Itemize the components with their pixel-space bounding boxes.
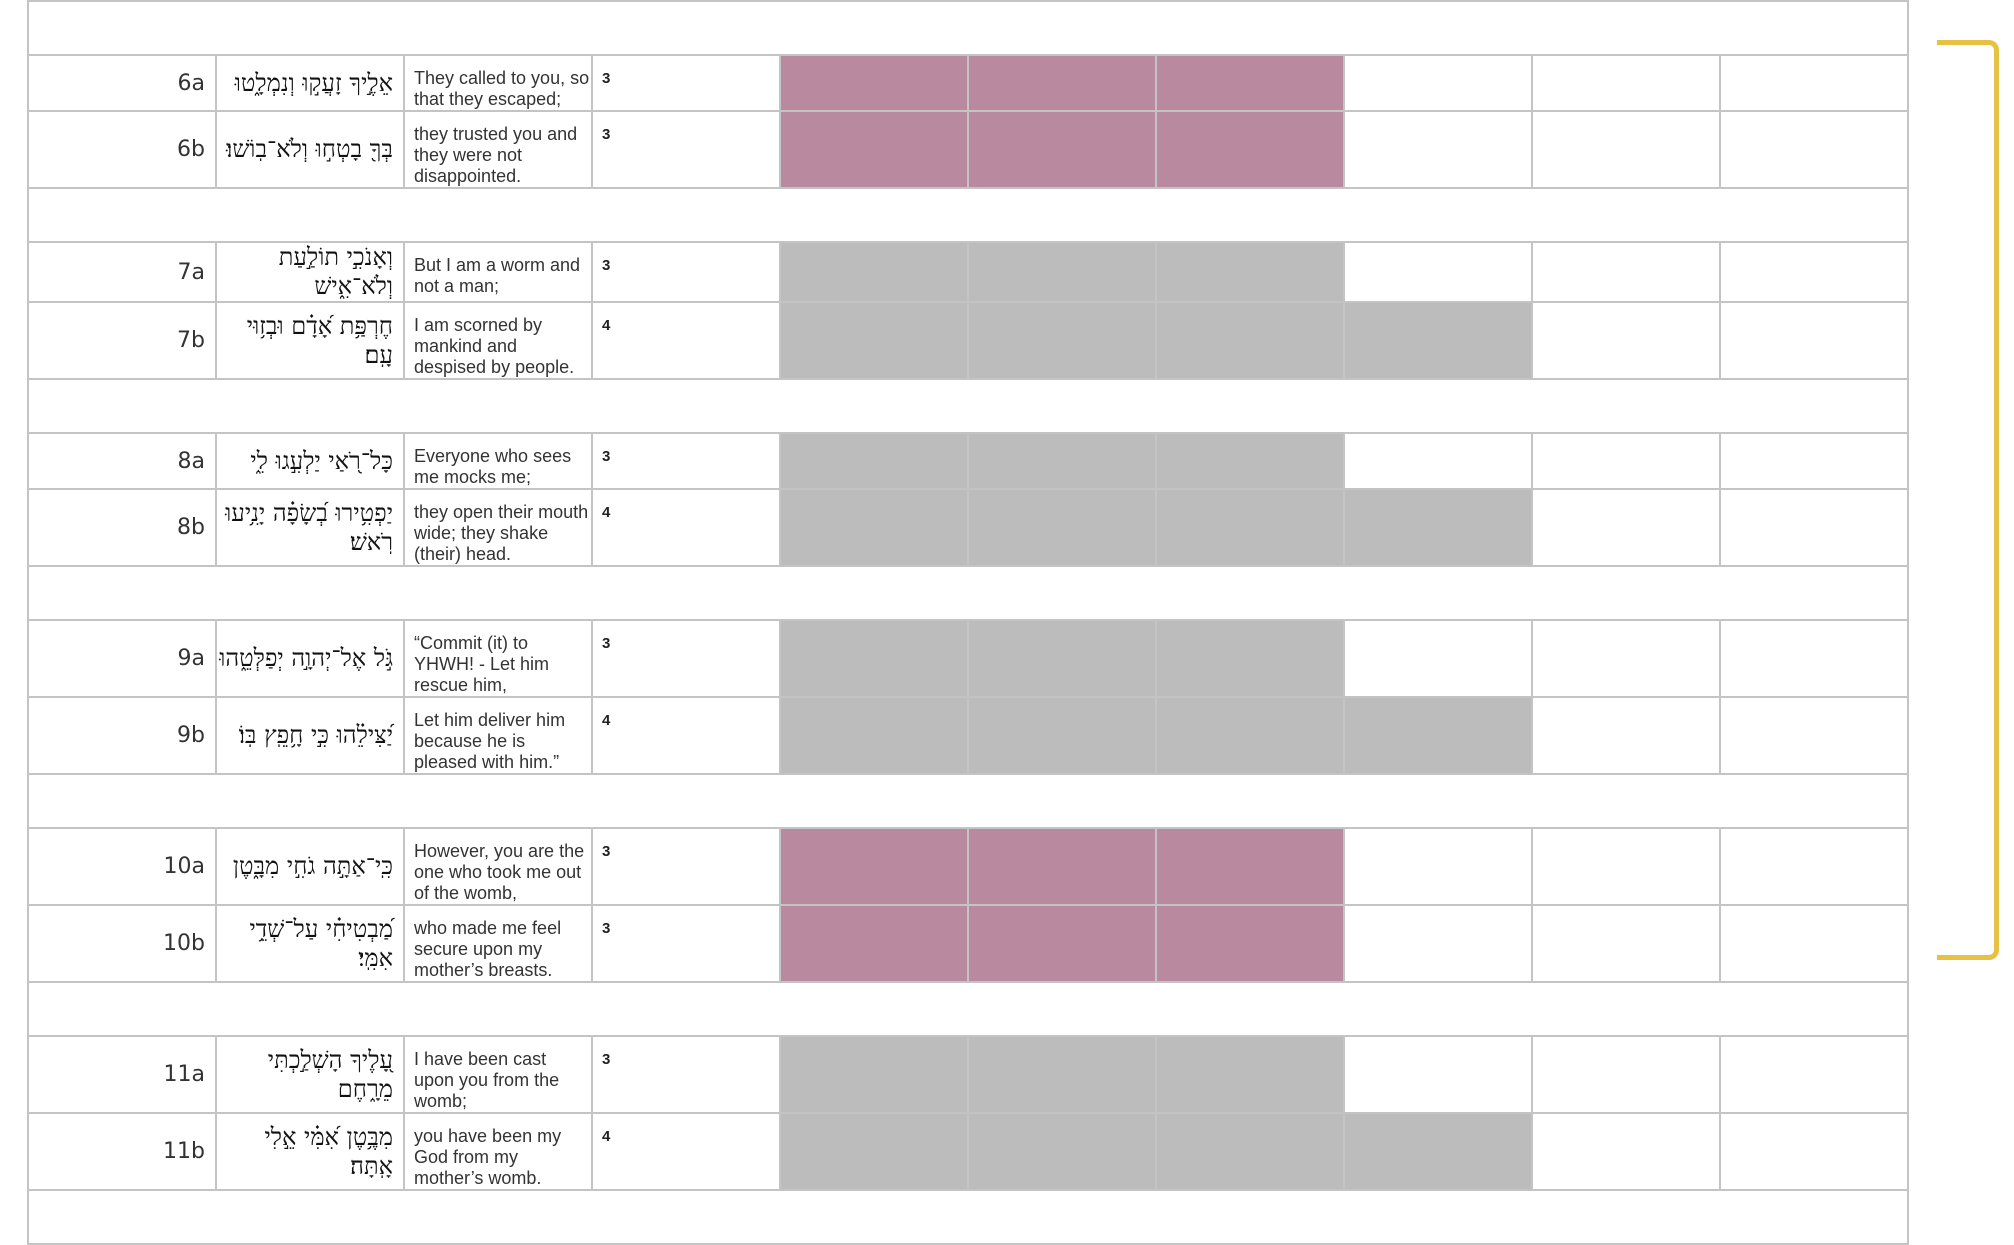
spacer-cell xyxy=(28,774,1908,828)
stress-cell xyxy=(780,620,968,697)
stress-cell xyxy=(1532,905,1720,982)
hebrew-text: יַפְטִ֥ירוּ בְ֝שָׂפָ֗ה יָנִ֥יעוּ רֹֽאשׁ׃ xyxy=(216,489,404,566)
verse-ref: 9a xyxy=(28,620,216,697)
stress-cell xyxy=(780,111,968,188)
stress-cell xyxy=(968,55,1156,111)
stress-count: 3 xyxy=(592,111,780,188)
stress-cell xyxy=(968,302,1156,379)
stress-count: 3 xyxy=(592,55,780,111)
stress-cell xyxy=(968,111,1156,188)
stress-cell xyxy=(1156,697,1344,774)
stress-cell xyxy=(1532,111,1720,188)
verse-row xyxy=(28,433,1908,489)
stanza-bracket xyxy=(1937,40,1999,960)
spacer-row xyxy=(28,188,1908,242)
spacer-cell xyxy=(28,188,1908,242)
spacer-row xyxy=(28,982,1908,1036)
stress-cell xyxy=(1344,433,1532,489)
stress-cell xyxy=(1720,433,1908,489)
stress-cell xyxy=(1156,433,1344,489)
verse-ref: 8a xyxy=(28,433,216,489)
spacer-cell xyxy=(28,1,1908,55)
verse-row xyxy=(28,620,1908,697)
stress-cell xyxy=(1344,489,1532,566)
english-translation: But I am a worm and not a man; xyxy=(404,242,592,302)
stress-cell xyxy=(1344,111,1532,188)
stress-cell xyxy=(1344,620,1532,697)
stress-cell xyxy=(1344,1036,1532,1113)
hebrew-text: עָ֭לֶיךָ הָשְׁלַ֣כְתִּי מֵרָ֑חֶם xyxy=(216,1036,404,1113)
english-translation: Everyone who sees me mocks me; xyxy=(404,433,592,489)
spacer-row xyxy=(28,566,1908,620)
stress-cell xyxy=(780,302,968,379)
stress-cell xyxy=(1344,1113,1532,1190)
hebrew-text: יַ֝צִּילֵ֗הוּ כִּ֣י חָ֥פֵֽץ בּֽוֹ׃ xyxy=(216,697,404,774)
stress-cell xyxy=(1720,242,1908,302)
stress-cell xyxy=(968,905,1156,982)
stress-cell xyxy=(1720,1113,1908,1190)
stress-cell xyxy=(1156,828,1344,905)
stress-cell xyxy=(1532,828,1720,905)
stress-cell xyxy=(1156,242,1344,302)
stress-cell xyxy=(1720,697,1908,774)
hebrew-text: חֶרְפַּ֥ת אָ֝דָ֗ם וּבְז֥וּי עָֽם׃ xyxy=(216,302,404,379)
verse-ref: 11b xyxy=(28,1113,216,1190)
verse-row xyxy=(28,1036,1908,1113)
stress-cell xyxy=(1532,433,1720,489)
stress-cell xyxy=(1156,1036,1344,1113)
verse-row xyxy=(28,697,1908,774)
spacer-row xyxy=(28,1,1908,55)
stress-cell xyxy=(1344,905,1532,982)
stress-cell xyxy=(1344,697,1532,774)
english-translation: Let him deliver him because he is pleased with him.” xyxy=(404,697,592,774)
verse-ref: 8b xyxy=(28,489,216,566)
spacer-cell xyxy=(28,379,1908,433)
stress-cell xyxy=(968,242,1156,302)
stress-count: 4 xyxy=(592,489,780,566)
hebrew-text: בְּךָ֖ בָטְח֣וּ וְלֹא־בֽוֹשׁוּ׃ xyxy=(216,111,404,188)
stress-cell xyxy=(1532,620,1720,697)
stress-cell xyxy=(1720,905,1908,982)
hebrew-text: מִבֶּ֥טֶן אִ֝מִּ֗י אֵ֣לִי אָֽתָּה׃ xyxy=(216,1113,404,1190)
stress-cell xyxy=(1156,489,1344,566)
verse-ref: 7a xyxy=(28,242,216,302)
stress-cell xyxy=(780,697,968,774)
stress-cell xyxy=(1532,302,1720,379)
hebrew-text: כִּֽי־אַתָּ֣ה גֹחִ֣י מִבָּ֑טֶן xyxy=(216,828,404,905)
verse-row xyxy=(28,302,1908,379)
stress-cell xyxy=(968,697,1156,774)
stress-cell xyxy=(780,433,968,489)
hebrew-text: וְאָנֹכִ֣י תוֹלַ֣עַת וְלֹא־אִ֑ישׁ xyxy=(216,242,404,302)
spacer-cell xyxy=(28,1190,1908,1244)
stress-cell xyxy=(1720,302,1908,379)
stress-cell xyxy=(1156,620,1344,697)
stress-cell xyxy=(780,905,968,982)
english-translation: However, you are the one who took me out of the womb, xyxy=(404,828,592,905)
stress-cell xyxy=(1720,55,1908,111)
stress-cell xyxy=(1156,55,1344,111)
stress-cell xyxy=(1156,1113,1344,1190)
stress-count: 3 xyxy=(592,905,780,982)
verse-row xyxy=(28,1113,1908,1190)
stress-count: 3 xyxy=(592,1036,780,1113)
verse-table-container xyxy=(27,0,1909,1245)
verse-ref: 10a xyxy=(28,828,216,905)
stress-cell xyxy=(780,828,968,905)
english-translation: “Commit (it) to YHWH! - Let him rescue him, xyxy=(404,620,592,697)
verse-ref: 9b xyxy=(28,697,216,774)
spacer-cell xyxy=(28,982,1908,1036)
stress-count: 4 xyxy=(592,1113,780,1190)
stress-cell xyxy=(1532,489,1720,566)
verse-ref: 11a xyxy=(28,1036,216,1113)
stress-cell xyxy=(1532,55,1720,111)
hebrew-text: כָּל־רֹ֭אַי יַלְעִ֣גוּ לִ֑י xyxy=(216,433,404,489)
stress-cell xyxy=(1532,697,1720,774)
stress-cell xyxy=(1344,302,1532,379)
verse-row xyxy=(28,905,1908,982)
stress-cell xyxy=(968,433,1156,489)
verse-row xyxy=(28,828,1908,905)
stress-count: 3 xyxy=(592,620,780,697)
verse-ref: 10b xyxy=(28,905,216,982)
english-translation: you have been my God from my mother’s womb. xyxy=(404,1113,592,1190)
stress-count: 4 xyxy=(592,302,780,379)
verse-row xyxy=(28,111,1908,188)
verse-ref: 6a xyxy=(28,55,216,111)
stress-cell xyxy=(1156,111,1344,188)
stress-cell xyxy=(1720,828,1908,905)
spacer-row xyxy=(28,774,1908,828)
stress-cell xyxy=(968,620,1156,697)
stress-cell xyxy=(968,1036,1156,1113)
stress-cell xyxy=(1720,1036,1908,1113)
verse-row xyxy=(28,489,1908,566)
stress-cell xyxy=(780,1036,968,1113)
english-translation: who made me feel secure upon my mother’s breasts. xyxy=(404,905,592,982)
verse-ref: 6b xyxy=(28,111,216,188)
verse-table xyxy=(27,0,1909,1245)
stress-cell xyxy=(1344,242,1532,302)
stress-cell xyxy=(1344,55,1532,111)
stress-cell xyxy=(780,55,968,111)
stress-cell xyxy=(1720,620,1908,697)
stress-cell xyxy=(1156,302,1344,379)
stress-cell xyxy=(968,828,1156,905)
english-translation: they open their mouth wide; they shake (their) head. xyxy=(404,489,592,566)
stress-count: 3 xyxy=(592,242,780,302)
stress-count: 3 xyxy=(592,433,780,489)
spacer-row xyxy=(28,1190,1908,1244)
english-translation: I have been cast upon you from the womb; xyxy=(404,1036,592,1113)
stress-cell xyxy=(1532,1113,1720,1190)
stress-cell xyxy=(780,242,968,302)
stress-cell xyxy=(1532,242,1720,302)
stress-count: 3 xyxy=(592,828,780,905)
stress-cell xyxy=(968,489,1156,566)
verse-row xyxy=(28,55,1908,111)
spacer-row xyxy=(28,379,1908,433)
stress-cell xyxy=(1720,111,1908,188)
spacer-cell xyxy=(28,566,1908,620)
english-translation: I am scorned by mankind and despised by people. xyxy=(404,302,592,379)
english-translation: They called to you, so that they escaped; xyxy=(404,55,592,111)
verse-ref: 7b xyxy=(28,302,216,379)
stress-cell xyxy=(780,489,968,566)
stress-cell xyxy=(780,1113,968,1190)
hebrew-text: מַ֝בְטִיחִ֗י עַל־שְׁדֵ֥י אִמִּֽי׃ xyxy=(216,905,404,982)
english-translation: they trusted you and they were not disappointed. xyxy=(404,111,592,188)
stress-cell xyxy=(1156,905,1344,982)
hebrew-text: אֵלֶ֣יךָ זָעֲק֣וּ וְנִמְלָ֑טוּ xyxy=(216,55,404,111)
stress-cell xyxy=(1720,489,1908,566)
stress-cell xyxy=(968,1113,1156,1190)
verse-row xyxy=(28,242,1908,302)
stress-count: 4 xyxy=(592,697,780,774)
stress-cell xyxy=(1344,828,1532,905)
stress-cell xyxy=(1532,1036,1720,1113)
hebrew-text: גֹּ֣ל אֶל־יְהוָ֣ה יְפַלְּטֵ֑הוּ xyxy=(216,620,404,697)
